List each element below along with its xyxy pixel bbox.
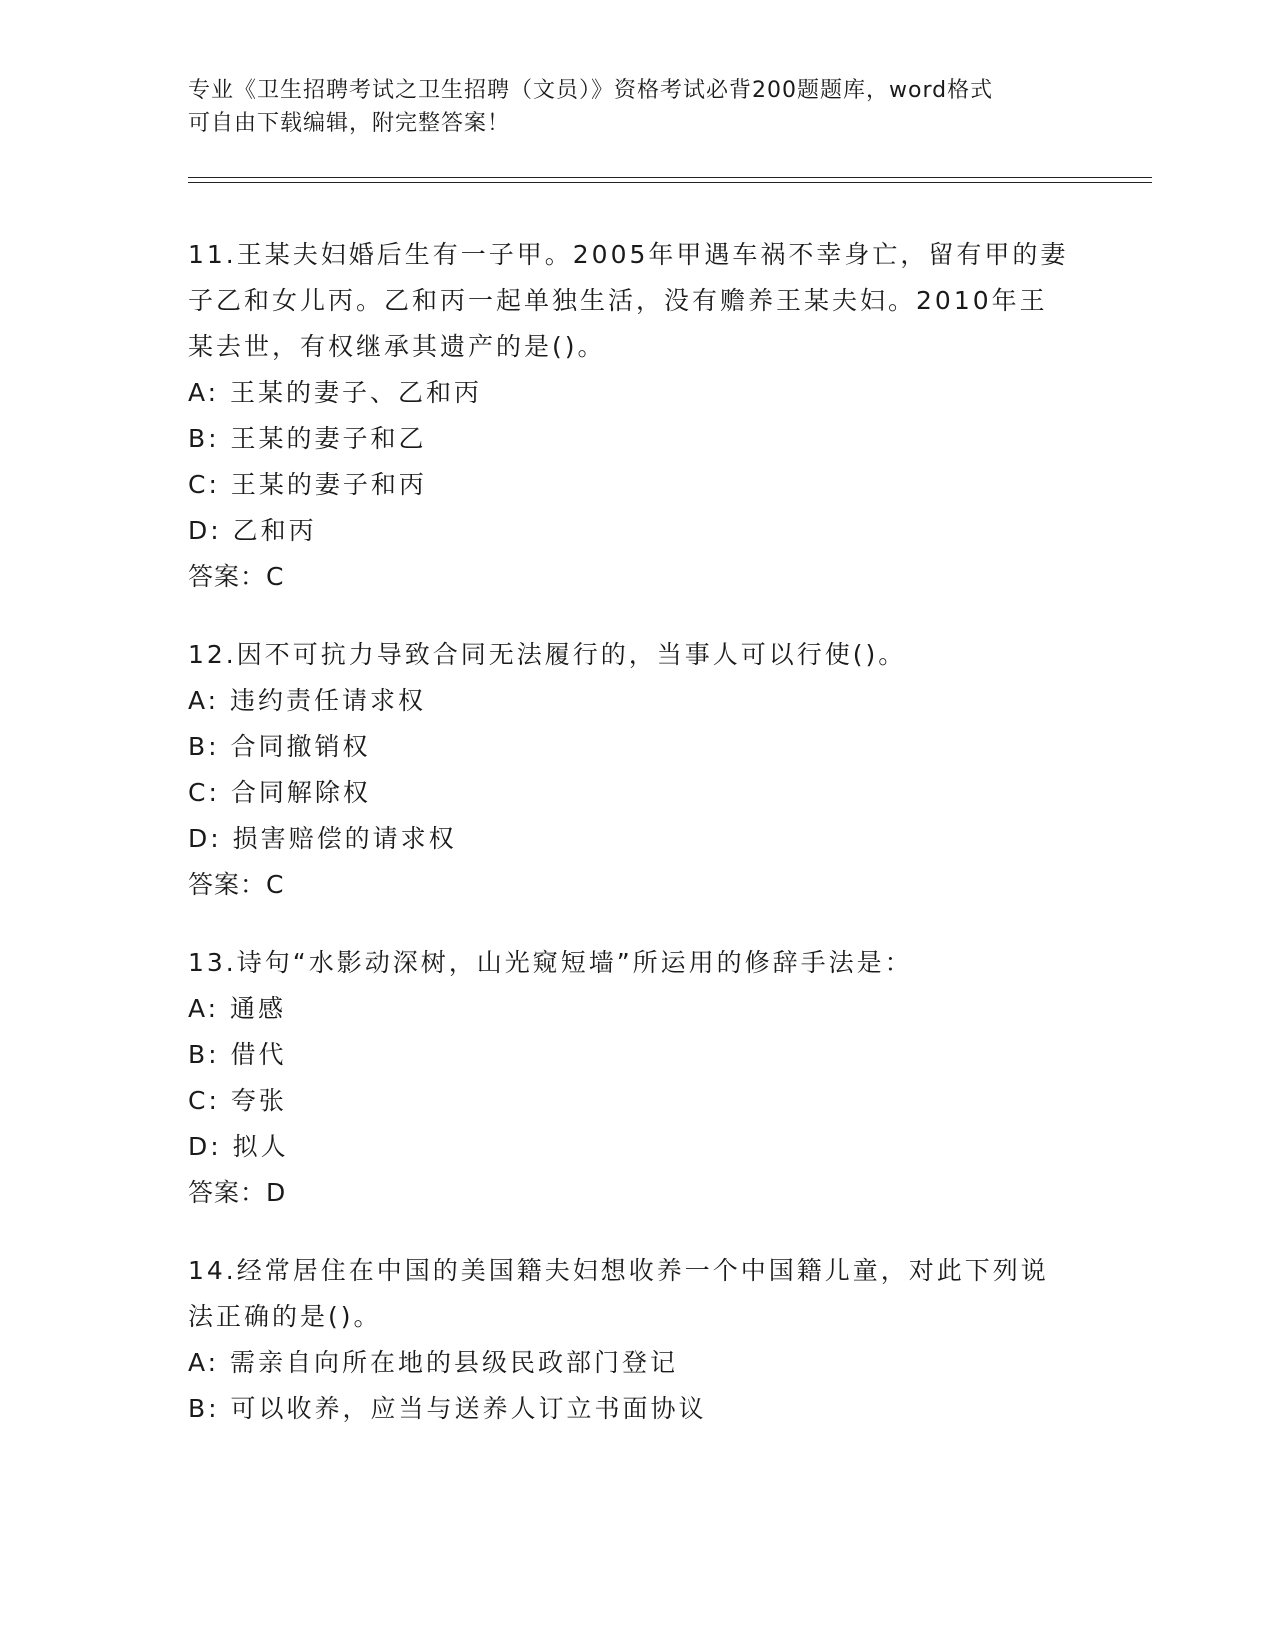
option-b: B: 借代 xyxy=(188,1040,287,1069)
option-a: A: 通感 xyxy=(188,994,287,1023)
answer: 答案：C xyxy=(188,562,285,591)
question-list xyxy=(188,232,1088,1464)
question-11 xyxy=(188,232,1088,600)
question-14 xyxy=(188,1248,1088,1432)
option-a: A: 王某的妻子、乙和丙 xyxy=(188,378,483,407)
option-a: A: 违约责任请求权 xyxy=(188,686,427,715)
question-12 xyxy=(188,632,1088,908)
option-d: D: 损害赔偿的请求权 xyxy=(188,824,457,853)
question-stem: 14.经常居住在中国的美国籍夫妇想收养一个中国籍儿童，对此下列说 法正确的是()。 xyxy=(188,1256,1049,1331)
option-b: B: 合同撤销权 xyxy=(188,732,371,761)
question-13 xyxy=(188,940,1088,1216)
option-c: C: 夸张 xyxy=(188,1086,287,1115)
answer: 答案：C xyxy=(188,870,285,899)
option-b: B: 可以收养，应当与送养人订立书面协议 xyxy=(188,1394,707,1423)
header-rule-bottom xyxy=(188,182,1152,183)
option-d: D: 拟人 xyxy=(188,1132,289,1161)
header-line-2: 可自由下载编辑，附完整答案！ xyxy=(188,111,511,136)
option-d: D: 乙和丙 xyxy=(188,516,317,545)
option-a: A: 需亲自向所在地的县级民政部门登记 xyxy=(188,1348,679,1377)
question-stem: 13.诗句“水影动深树，山光窥短墙”所运用的修辞手法是： xyxy=(188,948,913,977)
option-b: B: 王某的妻子和乙 xyxy=(188,424,427,453)
document-header xyxy=(188,74,1088,140)
question-stem: 12.因不可抗力导致合同无法履行的，当事人可以行使()。 xyxy=(188,640,907,669)
answer: 答案：D xyxy=(188,1178,287,1207)
question-stem: 11.王某夫妇婚后生有一子甲。2005年甲遇车祸不幸身亡，留有甲的妻 子乙和女儿丙。乙和丙一起单独生活，没有赡养王某夫妇。2010年王 某去世，有权继承其遗产的是()。 xyxy=(188,240,1069,361)
option-c: C: 合同解除权 xyxy=(188,778,371,807)
option-c: C: 王某的妻子和丙 xyxy=(188,470,427,499)
header-rule-top xyxy=(188,177,1152,178)
header-line-1: 专业《卫生招聘考试之卫生招聘（文员）》资格考试必背200题题库，word格式 xyxy=(188,78,994,103)
